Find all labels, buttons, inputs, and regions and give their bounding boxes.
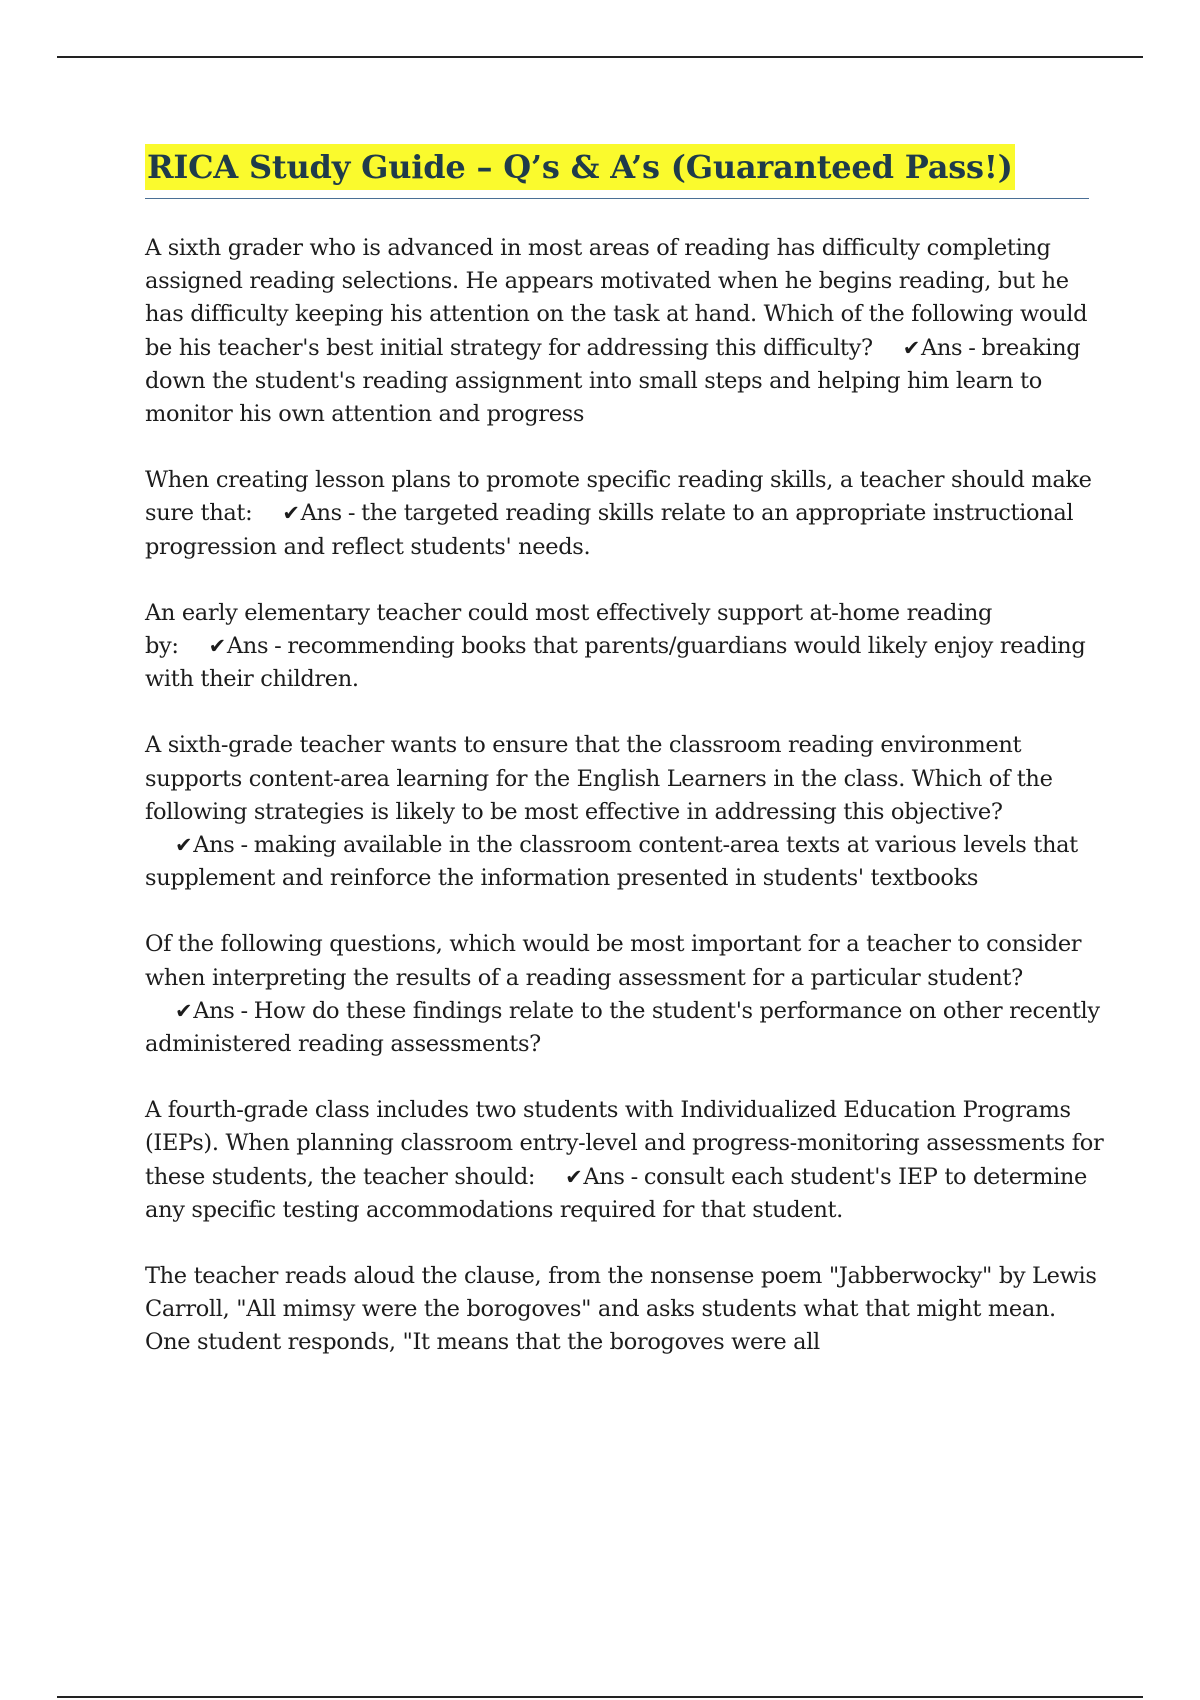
qa-item bbox=[145, 597, 1105, 697]
answer-label: Ans bbox=[300, 500, 342, 527]
answer-label: Ans bbox=[583, 1163, 625, 1190]
bottom-rule bbox=[57, 1696, 1143, 1698]
qa-list bbox=[145, 232, 1105, 1393]
answer-separator: - bbox=[274, 633, 282, 660]
check-icon: ✔ bbox=[208, 634, 226, 659]
answer-separator: - bbox=[968, 334, 976, 361]
qa-item bbox=[145, 729, 1105, 895]
document-title: RICA Study Guide – Q’s & A’s (Guaranteed Pass!) bbox=[145, 144, 1015, 190]
answer-text: recommending books that parents/guardians would likely enjoy reading with their children. bbox=[145, 633, 1086, 693]
top-rule bbox=[57, 56, 1143, 58]
check-icon: ✔ bbox=[282, 501, 300, 526]
answer-separator: - bbox=[240, 997, 248, 1024]
qa-item bbox=[145, 1260, 1105, 1360]
answer-separator: - bbox=[347, 500, 356, 527]
answer-separator: - bbox=[630, 1163, 638, 1190]
question-text: The teacher reads aloud the clause, from the nonsense poem "Jabberwocky" by Lewis Carroll, "All mimsy were the borogoves" and asks students what that might mean. One student responds, "It means that the borogoves were all bbox=[145, 1263, 1097, 1356]
qa-item bbox=[145, 1094, 1105, 1227]
qa-item bbox=[145, 928, 1105, 1061]
question-text: A sixth-grade teacher wants to ensure that the classroom reading environment supports content-area learning for the English Learners in the class. Which of the following strategies is likely to be most effective in addressing this objective? bbox=[145, 732, 1053, 825]
question-text: When creating lesson plans to promote specific reading skills, a teacher should make sure that: bbox=[145, 467, 1092, 527]
question-text: A sixth grader who is advanced in most areas of reading has difficulty completing assigned reading selections. He appears motivated when he begins reading, but he has difficulty keeping his attention on the task at hand. Which of the following would be his teacher's best initial strategy for addressing this difficulty? bbox=[145, 235, 1088, 361]
answer-label: Ans bbox=[193, 997, 235, 1024]
question-text: Of the following questions, which would be most important for a teacher to consider when interpreting the results of a reading assessment for a particular student? bbox=[145, 931, 1082, 991]
qa-item bbox=[145, 464, 1105, 564]
answer-text: consult each student's IEP to determine any specific testing accommodations required for that student. bbox=[145, 1163, 1088, 1223]
answer-text: breaking down the student's reading assignment into small steps and helping him learn to monitor his own attention and progress bbox=[145, 334, 1081, 428]
check-icon: ✔ bbox=[175, 998, 193, 1023]
qa-item bbox=[145, 232, 1105, 431]
title-block bbox=[145, 144, 1089, 199]
answer-separator: - bbox=[240, 832, 248, 859]
answer-label: Ans bbox=[193, 832, 235, 859]
answer-text: making available in the classroom content-area texts at various levels that supplement and reinforce the information presented in students' textbooks bbox=[145, 832, 1078, 892]
answer-text: the targeted reading skills relate to an appropriate instructional progression and reflect students' needs. bbox=[145, 500, 1074, 560]
question-text: An early elementary teacher could most effectively support at-home reading by: bbox=[145, 599, 993, 660]
check-icon: ✔ bbox=[175, 833, 193, 858]
check-icon: ✔ bbox=[565, 1164, 583, 1189]
answer-text: How do these findings relate to the student's performance on other recently administered reading assessments? bbox=[145, 997, 1100, 1058]
answer-label: Ans bbox=[920, 334, 963, 361]
answer-label: Ans bbox=[226, 633, 269, 660]
question-text: A fourth-grade class includes two students with Individualized Education Programs (IEPs). When planning classroom entry-level and progress-monitoring assessments for these students, the teacher should: bbox=[145, 1097, 1104, 1190]
check-icon: ✔ bbox=[902, 335, 920, 360]
